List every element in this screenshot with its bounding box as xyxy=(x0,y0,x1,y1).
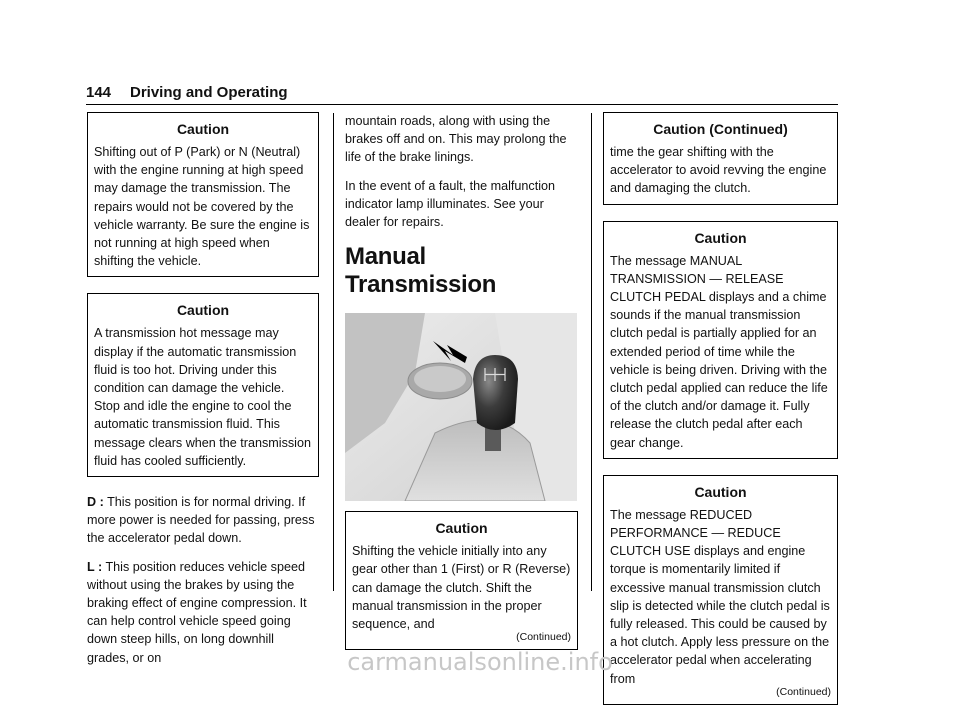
caution-title: Caution xyxy=(176,302,230,319)
caution-title: Caution xyxy=(694,229,747,246)
caution-title: Caution (Continued) xyxy=(653,121,788,137)
caution-box-continued xyxy=(603,112,838,205)
drive-position-paragraph xyxy=(87,493,319,548)
drive-tag: D : xyxy=(87,495,104,510)
shift-knob xyxy=(473,355,518,430)
caution-box-transmission-hot xyxy=(87,293,319,477)
caution-text: time the gear shifting with the accelerator to avoid revving the engine and damaging the clutch. xyxy=(610,145,827,196)
caution-text: Shifting the vehicle initially into any gear other than 1 (First) or R (Reverse) can damage the clutch. Shift the manual transmission in the proper sequence, and xyxy=(352,544,571,632)
page-header xyxy=(86,84,838,104)
mountain-roads-paragraph: mountain roads, along with using the brakes off and on. This may prolong the life of the brake linings. xyxy=(345,114,567,165)
cup-holder-inner xyxy=(414,366,466,392)
section-name: Driving and Operating xyxy=(130,84,288,101)
drive-text: This position is for normal driving. If more power is needed for passing, press the accelerator pedal down. xyxy=(87,495,315,546)
caution-text: A transmission hot message may display if the automatic transmission fluid is too hot. Driving under this condition can damage the vehicle. Stop and idle the engine to cool the automatic transmission fluid. This message clears when the transmission fluid has cooled sufficiently. xyxy=(94,326,311,468)
caution-text: Shifting out of P (Park) or N (Neutral) with the engine running at high speed may damage the transmission. The repairs would not be covered by the vehicle warranty. Be sure the engine is not running at high speed when shifting the vehicle. xyxy=(94,145,310,269)
header-rule xyxy=(86,104,838,105)
column-divider-1 xyxy=(333,113,334,591)
caution-title: Caution xyxy=(435,520,488,537)
page-number: 144 xyxy=(86,84,112,101)
continued-label: (Continued) xyxy=(776,685,831,698)
column-3 xyxy=(603,112,838,721)
caution-text: The message MANUAL TRANSMISSION — RELEASE CLUTCH PEDAL displays and a chime sounds if the manual transmission clutch pedal is partially applied for an extended period of time while the vehicle is being driven. Driving with the clutch pedal applied can reduce the life of the clutch and/or damage it. Fully release the clutch pedal after each gear change. xyxy=(610,253,828,450)
section-title: Manual Transmission xyxy=(345,243,497,299)
caution-title: Caution xyxy=(694,483,747,500)
gear-shifter-svg xyxy=(345,313,577,501)
low-tag: L : xyxy=(87,559,103,574)
caution-box-park-neutral xyxy=(87,112,319,277)
gear-shifter-illustration xyxy=(345,313,577,501)
column-1 xyxy=(87,112,319,677)
continued-label: (Continued) xyxy=(516,631,571,644)
watermark: carmanualsonline.info xyxy=(347,648,613,676)
caution-box-release-clutch xyxy=(603,221,838,459)
column-2 xyxy=(345,112,578,666)
fault-paragraph: In the event of a fault, the malfunction indicator lamp illuminates. See your dealer for repairs. xyxy=(345,178,556,230)
caution-box-first-gear xyxy=(345,511,578,650)
caution-title: Caution xyxy=(176,121,230,137)
low-text: This position reduces vehicle speed without using the brakes by using the braking effect of engine compression. It can help control vehicle speed going down steep hills, on long downhill grades, or on xyxy=(87,559,307,665)
column-divider-2 xyxy=(591,113,592,591)
caution-text: The message REDUCED PERFORMANCE — REDUCE CLUTCH USE displays and engine torque is momentarily limited if excessive manual transmission clutch slip is detected while the clutch pedal is fully released. This could be caused by a hot clutch. Apply less pressure on the accelerator pedal when accelerating from xyxy=(610,507,830,686)
